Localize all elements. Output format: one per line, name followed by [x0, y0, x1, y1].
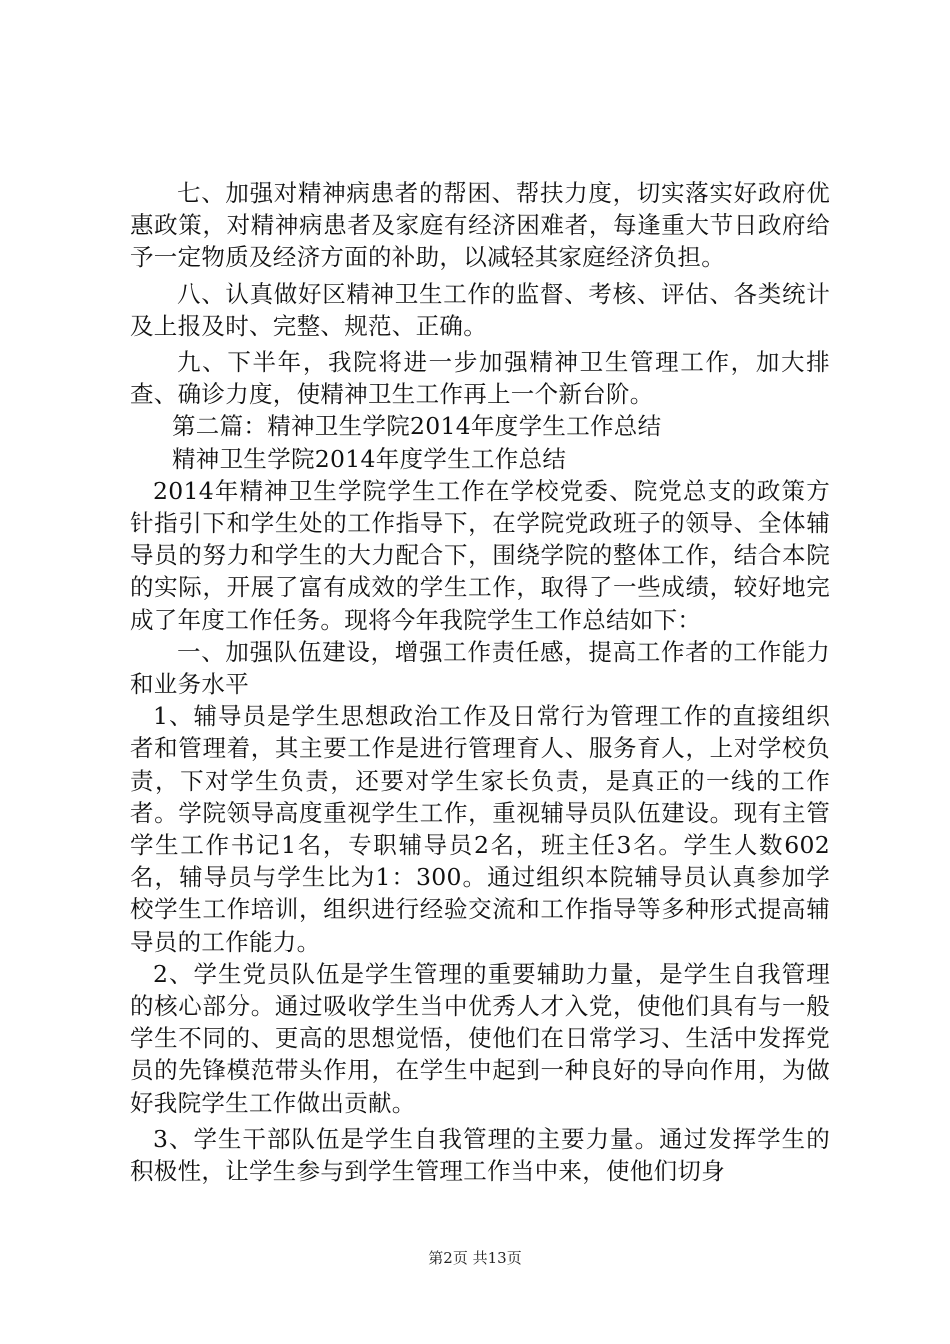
document-title: 精神卫生学院2014年度学生工作总结	[172, 444, 567, 473]
item-1-paragraph: 1、辅导员是学生思想政治工作及日常行为管理工作的直接组织者和管理着，其主要工作是进行管理育人、服务育人，上对学校负责，下对学生负责，还要对学生家长负责，是真正的一线的工作者。学院领导高度重视学生工作，重视辅导员队伍建设。现有主管学生工作书记1名，专职辅导员2名，班主任3名。学生人数602名，辅导员与学生比为1：300。通过组织本院辅导员认真参加学校学生工作培训，组织进行经验交流和工作指导等多种形式提高辅导员的工作能力。	[130, 702, 830, 956]
item-2-paragraph: 2、学生党员队伍是学生管理的重要辅助力量，是学生自我管理的核心部分。通过吸收学生当中优秀人才入党，使他们具有与一般学生不同的、更高的思想觉悟，使他们在日常学习、生活中发挥党员的先锋模范带头作用，在学生中起到一种良好的导向作用，为做好我院学生工作做出贡献。	[130, 959, 830, 1117]
document-body	[130, 177, 830, 1187]
paragraph-8: 八、认真做好区精神卫生工作的监督、考核、评估、各类统计及上报及时、完整、规范、正确。	[130, 279, 830, 340]
section-heading: 第二篇：精神卫生学院2014年度学生工作总结	[172, 412, 662, 441]
paragraph-7: 七、加强对精神病患者的帮困、帮扶力度，切实落实好政府优惠政策，对精神病患者及家庭有经济困难者，每逢重大节日政府给予一定物质及经济方面的补助，以减轻其家庭经济负担。	[130, 179, 830, 272]
subheading-1: 一、加强队伍建设，增强工作责任感，提高工作者的工作能力和业务水平	[130, 637, 830, 699]
intro-paragraph: 2014年精神卫生学院学生工作在学校党委、院党总支的政策方针指引下和学生处的工作指导下，在学院党政班子的领导、全体辅导员的努力和学生的大力配合下，围绕学院的整体工作，结合本院的实际，开展了富有成效的学生工作，取得了一些成绩，较好地完成了年度工作任务。现将今年我院学生工作总结如下：	[130, 476, 830, 634]
item-3-paragraph: 3、学生干部队伍是学生自我管理的主要力量。通过发挥学生的积极性，让学生参与到学生管理工作当中来，使他们切身	[130, 1124, 830, 1186]
paragraph-9: 九、下半年，我院将进一步加强精神卫生管理工作，加大排查、确诊力度，使精神卫生工作再上一个新台阶。	[130, 348, 830, 409]
page-footer: 第2页 共13页	[428, 1249, 522, 1267]
